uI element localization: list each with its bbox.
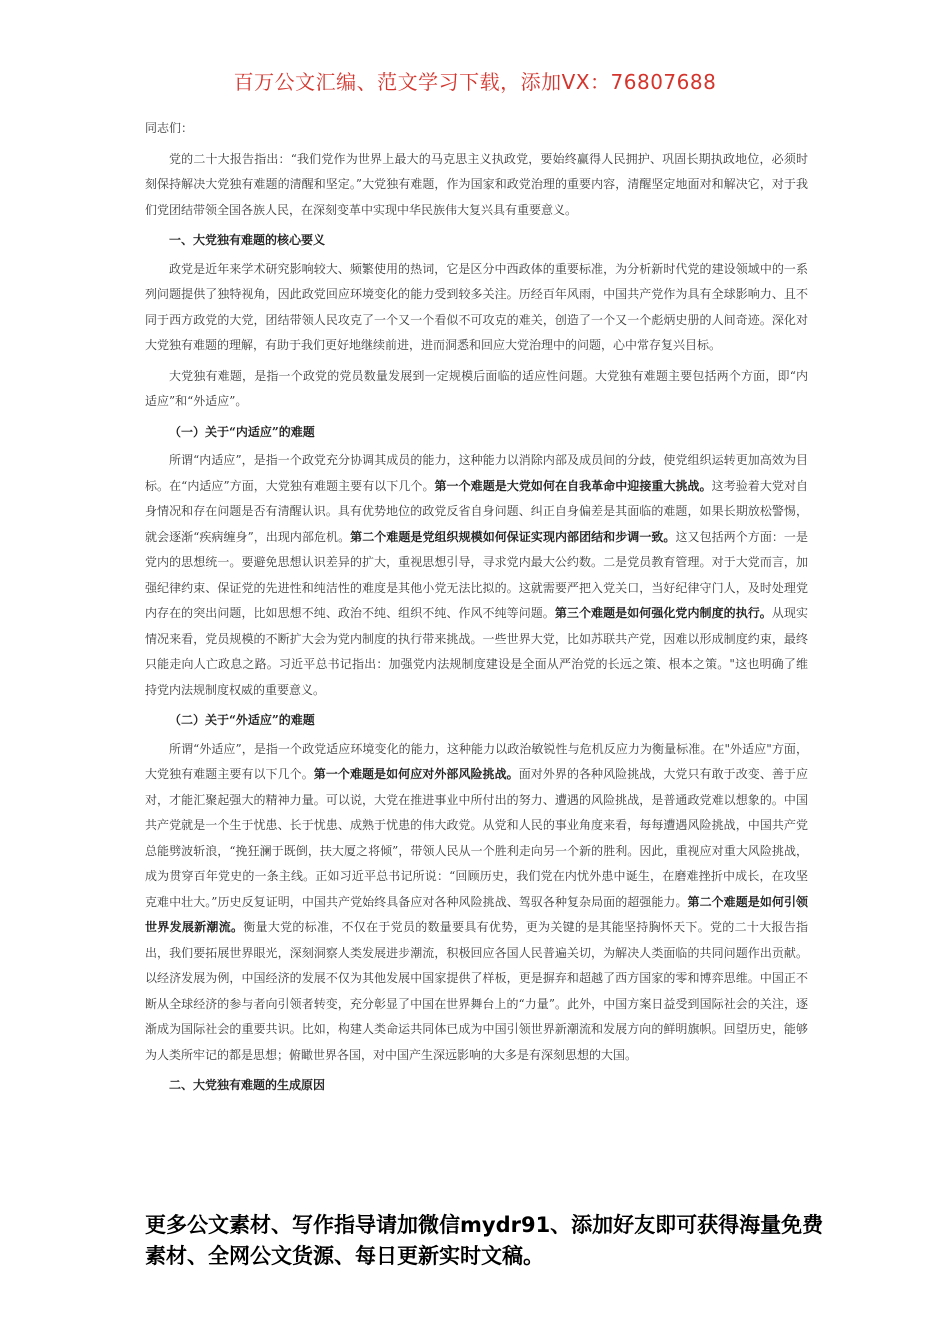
inner-bold-3: 第三个难题是如何强化党内制度的执行。 bbox=[554, 606, 772, 620]
section1-paragraph-1: 政党是近年来学术研究影响较大、频繁使用的热词，它是区分中西政体的重要标准，为分析新时代党的建设领域中的一系列问题提供了独特视角，因此政党回应环境变化的能力受到较多关注。历经百年风雨，中国共产党作为具有全球影响力、且不同于西方政党的大党，团结带领人民攻克了一个又一个看似不可攻克的难关，创造了一个又一个彪炳史册的人间奇迹。深化对大党独有难题的理解，有助于我们更好地继续前进，进而洞悉和回应大党治理中的问题，心中常存复兴目标。 bbox=[145, 261, 808, 352]
section1-heading: 一、大党独有难题的核心要义 bbox=[169, 233, 326, 247]
section2-heading: 二、大党独有难题的生成原因 bbox=[169, 1078, 326, 1092]
outer-text-2: 面对外界的各种风险挑战，大党只有敢于改变、善于应对，才能汇聚起强大的精神力量。可以说，大党在推进事业中所付出的努力、遭遇的风险挑战，是普通政党难以想象的。中国共产党就是一个生于忧患、长于忧患、成熟于忧患的伟大政党。从党和人民的事业角度来看，每每遭遇风险挑战，中国共产党总能劈波斩浪，“挽狂澜于既倒，扶大厦之将倾”，带领人民从一个胜利走向另一个新的胜利。因此，重视应对重大风险挑战，成为贯穿百年党史的一条主线。正如习近平总书记所说：“回顾历史，我们党在内忧外患中诞生，在磨难挫折中成长，在攻坚克难中壮大。”历史反复证明，中国共产党始终具备应对各种风险挑战、驾驭各种复杂局面的超强能力。 bbox=[145, 767, 808, 909]
footer-promo: 更多公文素材、写作指导请加微信mydr91、添加好友即可获得海量免费素材、全网公文货源、每日更新实时文稿。 bbox=[145, 1213, 824, 1268]
section1-paragraph-2: 大党独有难题，是指一个政党的党员数量发展到一定规模后面临的适应性问题。大党独有难题主要包括两个方面，即“内适应”和“外适应”。 bbox=[145, 368, 808, 408]
header-banner: 百万公文汇编、范文学习下载，添加VX：76807688 bbox=[233, 70, 717, 94]
document-body bbox=[145, 116, 808, 1102]
outer-bold-2: 第二个难题是如何引领世界发展新潮流。 bbox=[145, 894, 808, 934]
inner-text-2: 这考验着大党对自身情况和存在问题是否有清醒认识。具有优势地位的政党反省自身问题、纠正自身偏差是其面临的难题，如果长期放松警惕，就会逐渐“疾病缠身”，出现内部危机。 bbox=[145, 478, 808, 544]
outer-text-1: 所谓“外适应”，是指一个政党适应环境变化的能力，这种能力以政治敏锐性与危机反应力为衡量标准。在"外适应"方面，大党独有难题主要有以下几个。 bbox=[145, 741, 808, 781]
inner-text-1: 所谓“内适应”，是指一个政党充分协调其成员的能力，这种能力以消除内部及成员间的分歧，使党组织运转更加高效为目标。在“内适应”方面，大党独有难题主要有以下几个。 bbox=[145, 453, 808, 493]
outer-adaptation-paragraph bbox=[145, 737, 808, 1069]
greeting: 同志们： bbox=[145, 121, 194, 135]
intro-paragraph: 党的二十大报告指出：“我们党作为世界上最大的马克思主义执政党，要始终赢得人民拥护、巩固长期执政地位，必须时刻保持解决大党独有难题的清醒和坚定。”大党独有难题，作为国家和政党治理的重要内容，清醒坚定地面对和解决它，对于我们党团结带领全国各族人民，在深刻变革中实现中华民族伟大复兴具有重要意义。 bbox=[145, 151, 808, 217]
outer-text-3: 衡量大党的标准，不仅在于党员的数量要具有优势，更为关键的是其能坚持胸怀天下。党的二十大报告指出，我们要拓展世界眼光，深刻洞察人类发展进步潮流，积极回应各国人民普遍关切，为解决人类面临的共同问题作出贡献。以经济发展为例，中国经济的发展不仅为其他发展中国家提供了样板，更是摒弃和超越了西方国家的零和博弈思维。中国正不断从全球经济的参与者向引领者转变，充分彰显了中国在世界舞台上的“力量”。此外，中国方案日益受到国际社会的关注，逐渐成为国际社会的重要共识。比如，构建人类命运共同体已成为中国引领世界新潮流和发展方向的鲜明旗帜。回望历史，能够为人类所牢记的都是思想；俯瞰世界各国，对中国产生深远影响的大多是有深刻思想的大国。 bbox=[145, 920, 808, 1062]
inner-adaptation-heading: （一）关于“内适应”的难题 bbox=[169, 424, 315, 439]
inner-bold-1: 第一个难题是大党如何在自我革命中迎接重大挑战。 bbox=[434, 478, 712, 493]
outer-bold-1: 第一个难题是如何应对外部风险挑战。 bbox=[313, 767, 519, 781]
inner-text-3: 这又包括两个方面：一是党内的思想统一。要避免思想认识差异的扩大，重视思想引导，寻求党内最大公约数。二是党员教育管理。对于大党而言，加强纪律约束、保证党的先进性和纯洁性的难度是其他小党无法比拟的。这就需要严把入党关口，当好纪律守门人，及时处理党内存在的突出问题，比如思想不纯、政治不纯、组织不纯、作风不纯等问题。 bbox=[145, 529, 808, 620]
inner-bold-2: 第二个难题是党组织规模如何保证实现内部团结和步调一致。 bbox=[350, 529, 676, 544]
inner-adaptation-paragraph bbox=[145, 448, 808, 703]
outer-adaptation-heading: （二）关于“外适应”的难题 bbox=[169, 713, 315, 727]
inner-text-4: 从现实情况来看，党员规模的不断扩大会为党内制度的执行带来挑战。一些世界大党，比如苏联共产党，因难以形成制度约束，最终只能走向人亡政息之路。习近平总书记指出：加强党内法规制度建设是全面从严治党的长远之策、根本之策。"这也明确了维持党内法规制度权威的重要意义。 bbox=[145, 606, 808, 697]
